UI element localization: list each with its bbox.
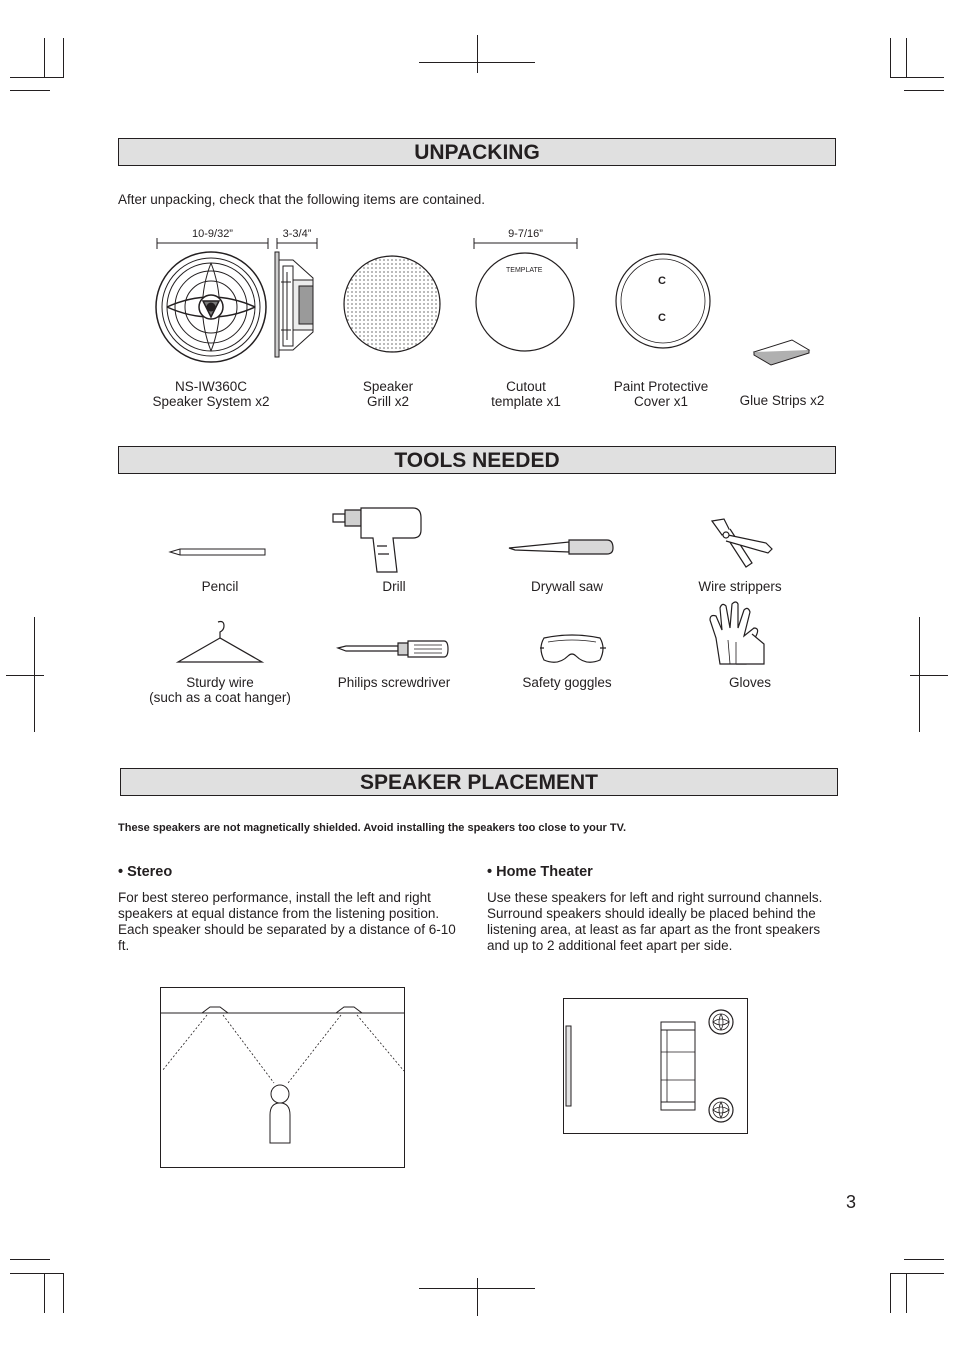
- stereo-text: For best stereo performance, install the left and right speakers at equal distance from the listening position. Each speaker should be separated by a distance of 6-10 ft.: [118, 890, 456, 953]
- speaker-diameter-label: 10-9/32”: [192, 228, 233, 240]
- speaker-grill-illustration: [342, 254, 442, 354]
- drill-icon: [331, 506, 427, 578]
- caption-wire-strippers: Wire strippers: [698, 579, 782, 594]
- stereo-placement-diagram: [160, 987, 406, 1169]
- drywall-saw-icon: [507, 536, 617, 560]
- home-theater-text: Use these speakers for left and right surround channels. Surround speakers should ideally be placed behind the listening area, at least as far apart as the front speakers and up to 2 additional feet apart per side.: [487, 890, 823, 953]
- tools-heading: TOOLS NEEDED: [118, 446, 836, 474]
- dimension-brackets: [0, 0, 954, 260]
- paint-cover-illustration: [614, 251, 714, 351]
- coat-hanger-icon: [176, 618, 266, 666]
- caption-sturdy-wire: Sturdy wire (such as a coat hanger): [149, 675, 291, 705]
- screwdriver-icon: [336, 639, 451, 659]
- template-label: TEMPLATE: [506, 267, 543, 274]
- safety-goggles-icon: [538, 632, 608, 668]
- speaker-side-illustration: [273, 252, 323, 362]
- caption-pencil: Pencil: [201, 579, 239, 594]
- wire-strippers-icon: [706, 517, 776, 577]
- caption-speaker-system: NS-IW360C Speaker System x2: [152, 379, 270, 409]
- caption-safety-goggles: Safety goggles: [522, 675, 612, 690]
- placement-heading: SPEAKER PLACEMENT: [120, 768, 838, 796]
- cover-mark-top: C: [658, 275, 666, 287]
- home-theater-placement-diagram: [563, 998, 749, 1135]
- cover-mark-bottom: C: [658, 312, 666, 324]
- pencil-icon: [170, 547, 270, 557]
- page-number: 3: [846, 1192, 857, 1212]
- glue-strips-illustration: [752, 338, 812, 368]
- caption-cutout-template: Cutout template x1: [491, 379, 561, 409]
- magnetic-warning: These speakers are not magnetically shielded. Avoid installing the speakers too close to your TV.: [118, 822, 626, 834]
- speaker-front-illustration: [152, 251, 272, 371]
- caption-gloves: Gloves: [728, 675, 772, 690]
- unpacking-heading: UNPACKING: [118, 138, 836, 166]
- home-theater-heading: • Home Theater: [487, 864, 593, 880]
- gloves-icon: [706, 600, 768, 670]
- template-diameter-label: 9-7/16”: [508, 228, 543, 240]
- caption-drywall-saw: Drywall saw: [530, 579, 603, 594]
- caption-speaker-grill: Speaker Grill x2: [362, 379, 414, 409]
- caption-screwdriver: Philips screwdriver: [337, 675, 451, 690]
- caption-drill: Drill: [382, 579, 406, 594]
- unpacking-intro: After unpacking, check that the following items are contained.: [118, 192, 485, 207]
- speaker-depth-label: 3-3/4”: [282, 228, 312, 240]
- caption-paint-cover: Paint Protective Cover x1: [613, 379, 709, 409]
- caption-glue-strips: Glue Strips x2: [739, 393, 825, 408]
- stereo-heading: • Stereo: [118, 864, 173, 880]
